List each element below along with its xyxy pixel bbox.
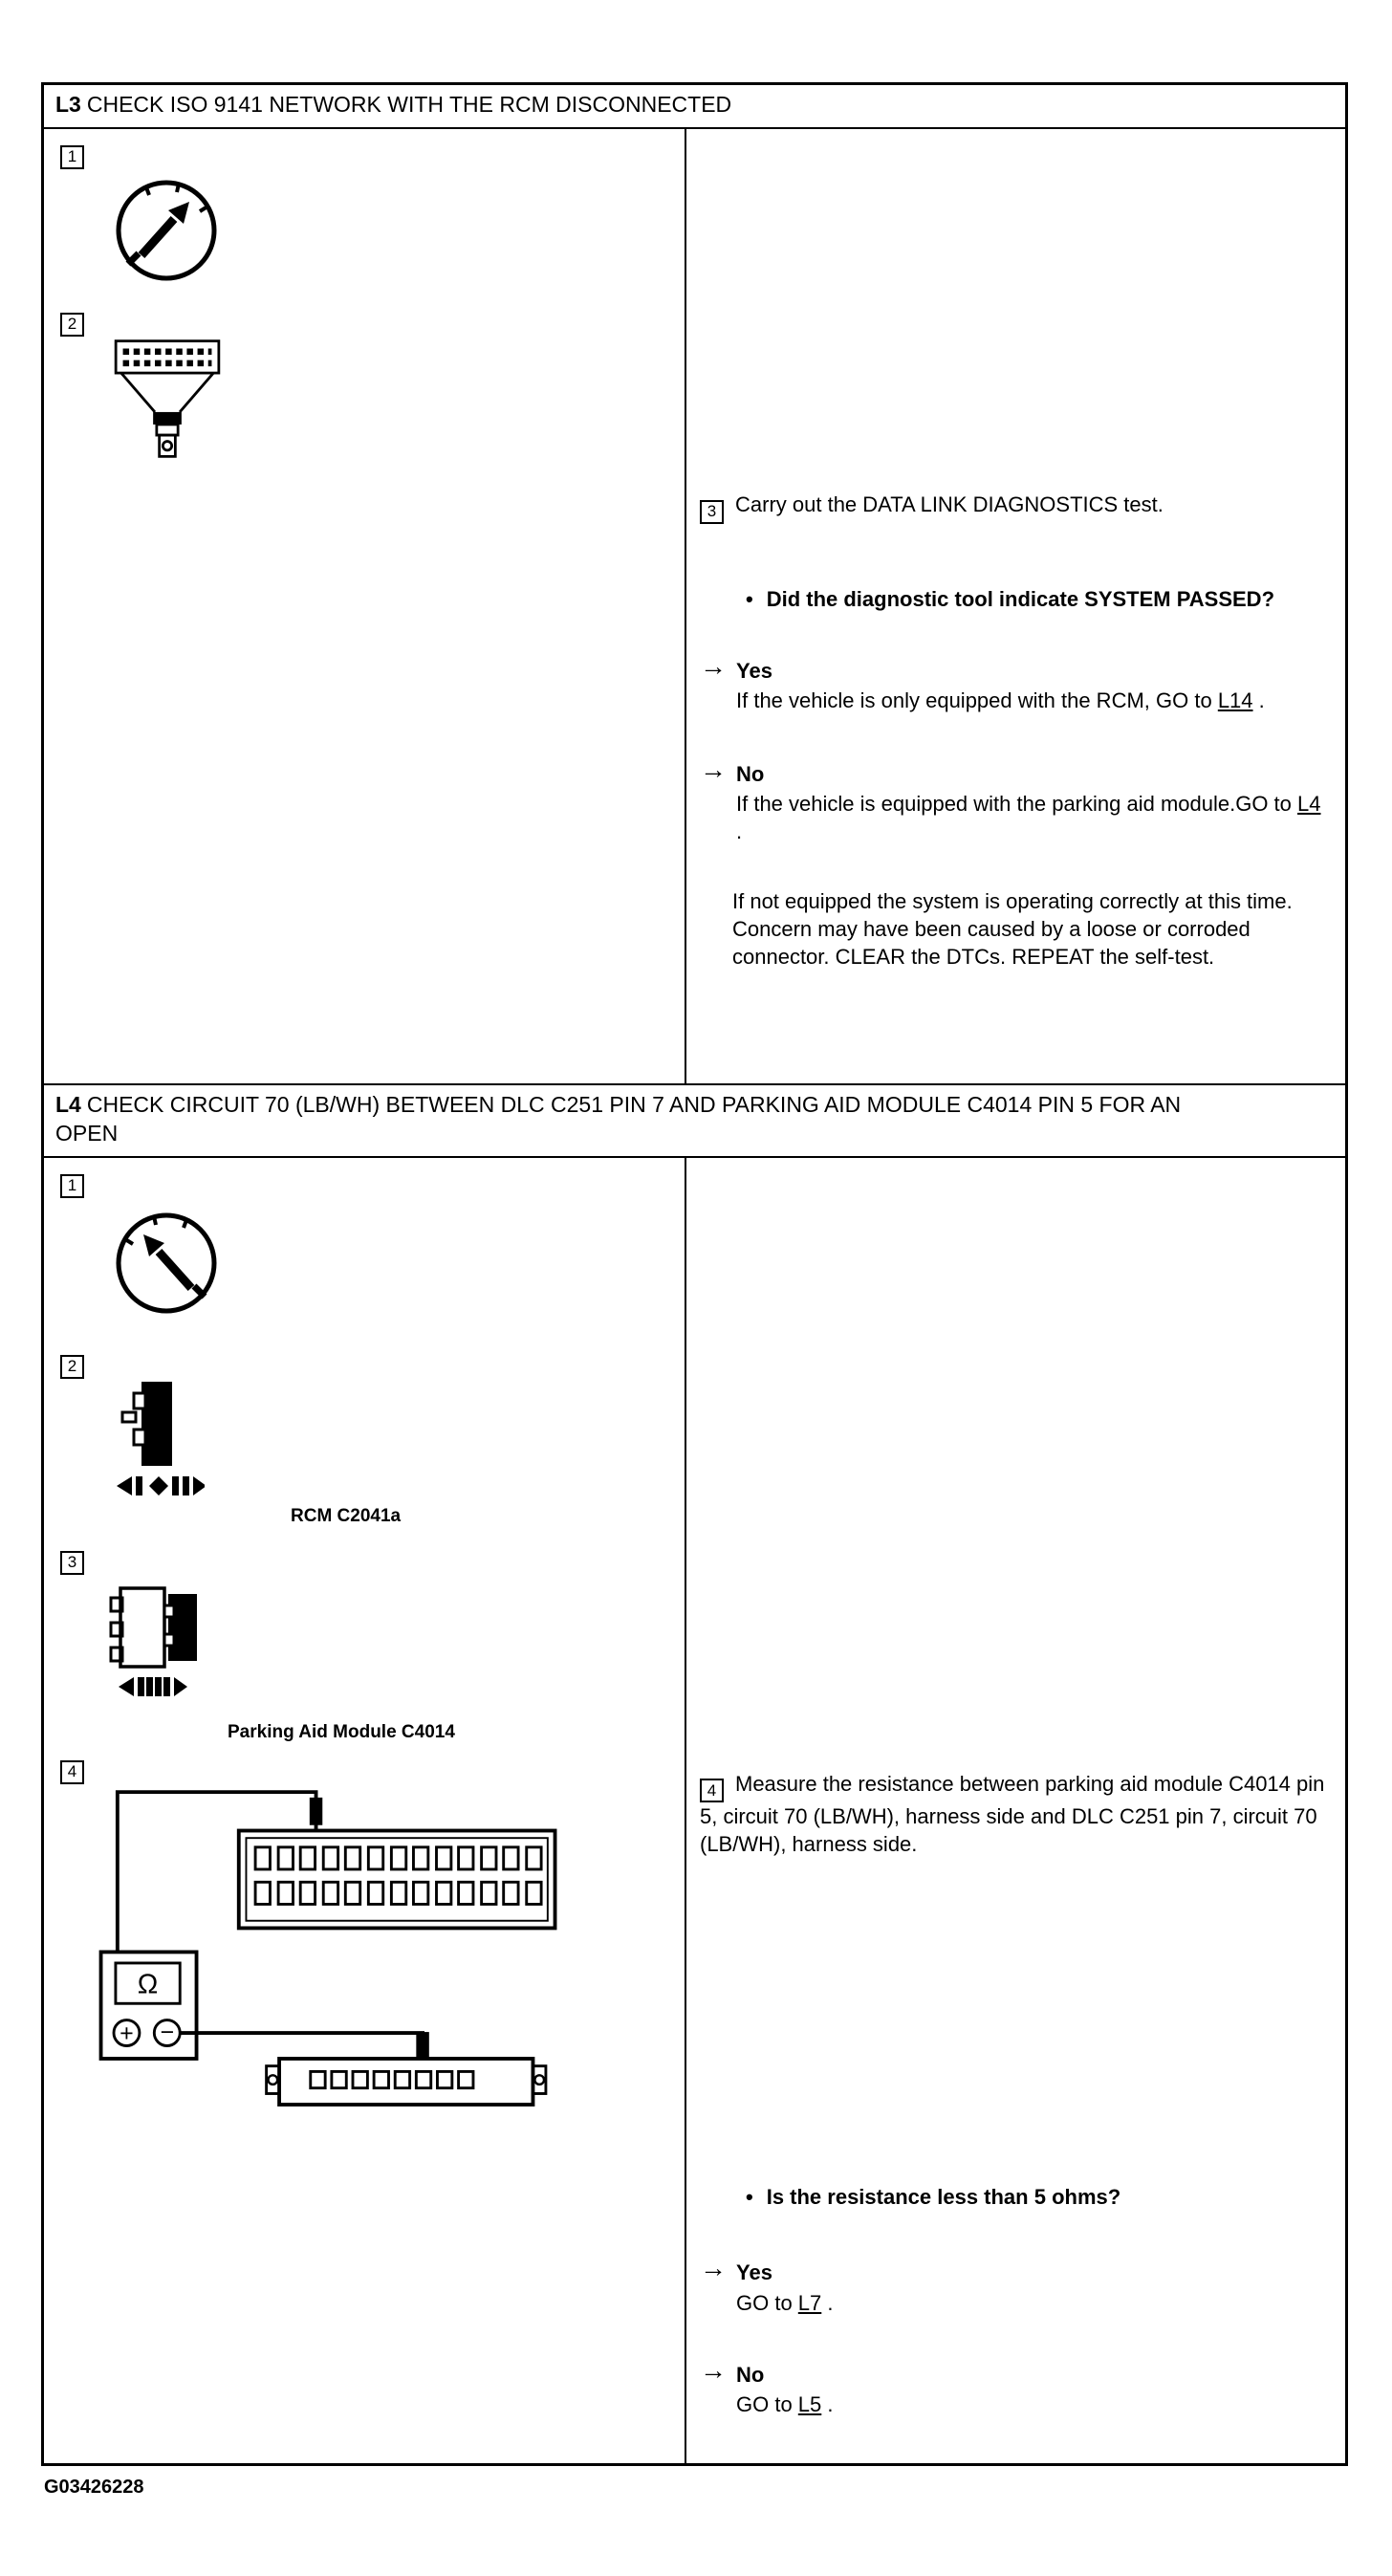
arrow-right-icon: →	[700, 650, 727, 681]
l3-yes-prefix: If the vehicle is only equipped with the RCM, GO to	[736, 688, 1218, 712]
l3-test-title: CHECK ISO 9141 NETWORK WITH THE RCM DISCONNECTED	[86, 92, 732, 117]
meter-minus-terminal: −	[160, 2019, 175, 2046]
l3-instructions-cell	[686, 129, 1345, 1083]
arrow-right-icon: →	[700, 2354, 727, 2385]
l4-section-body	[44, 1158, 1345, 2463]
l4-no-text	[736, 2390, 834, 2418]
l4-no-answer	[700, 2354, 1328, 2418]
l4-question	[746, 2183, 1328, 2211]
l3-yes-label: Yes	[736, 658, 772, 683]
l3-test-id: L3	[55, 92, 81, 117]
l3-yes-suffix: .	[1252, 688, 1265, 712]
l3-no-label: No	[736, 761, 765, 786]
parking-aid-module-connector-label: Parking Aid Module C4014	[228, 1721, 455, 1742]
l4-figures-cell	[44, 1158, 686, 2463]
dlc-connector-tool-icon	[105, 334, 229, 476]
l4-test-title: CHECK CIRCUIT 70 (LB/WH) BETWEEN DLC C251 PIN 7 AND PARKING AID MODULE C4014 PIN 5 FOR AN OPEN	[55, 1091, 1182, 1146]
l4-yes-answer	[700, 2253, 1328, 2316]
l3-section-header	[44, 85, 1345, 129]
l3-step-3	[700, 491, 1328, 524]
l3-figures-cell	[44, 129, 686, 1083]
l3-note-text: If not equipped the system is operating correctly at this time. Concern may have been caused by a loose or corroded connector. CLEAR the DTCs. REPEAT the self-test.	[732, 888, 1293, 969]
l4-step-4-box-right: 4	[700, 1779, 724, 1802]
l4-step-2-box: 2	[60, 1355, 84, 1379]
l3-question	[746, 585, 1328, 613]
l3-no-prefix: If the vehicle is equipped with the parking aid module.GO to	[736, 791, 1298, 816]
bullet-icon: •	[746, 586, 753, 611]
ignition-switch-run-icon	[109, 173, 224, 288]
ohmmeter-resistance-measurement-icon	[90, 1766, 568, 2134]
l4-yes-text	[736, 2289, 834, 2317]
l4-instructions-cell	[686, 1158, 1345, 2463]
l3-yes-link[interactable]: L14	[1217, 688, 1253, 712]
l4-step-4-box: 4	[60, 1760, 84, 1784]
rcm-connector-label: RCM C2041a	[291, 1505, 402, 1526]
l4-yes-label: Yes	[736, 2260, 772, 2285]
l3-step-3-box: 3	[700, 500, 724, 524]
l3-question-text: Did the diagnostic tool indicate SYSTEM PASSED?	[766, 586, 1275, 611]
l3-step-1-box: 1	[60, 145, 84, 169]
l4-step-4-text: Measure the resistance between parking aid module C4014 pin 5, circuit 70 (LB/WH), harness side and DLC C251 pin 7, circuit 70 (LB/WH), harness side.	[700, 1771, 1325, 1857]
pinpoint-test-table	[41, 82, 1348, 2466]
ohm-symbol: Ω	[137, 1969, 159, 2000]
l4-section-header	[44, 1085, 1345, 1158]
ignition-switch-off-icon	[109, 1206, 224, 1321]
l3-yes-text	[736, 687, 1265, 714]
parking-aid-module-connector-icon	[105, 1577, 229, 1711]
l4-no-prefix: GO to	[736, 2391, 798, 2416]
l4-yes-suffix: .	[821, 2290, 834, 2315]
l3-yes-answer	[700, 650, 1328, 714]
l4-no-label: No	[736, 2362, 765, 2387]
meter-plus-terminal: +	[120, 2019, 134, 2047]
l3-step-3-text: Carry out the DATA LINK DIAGNOSTICS test.	[735, 491, 1164, 516]
arrow-right-icon: →	[700, 753, 727, 784]
l4-no-link[interactable]: L5	[797, 2391, 822, 2416]
l4-yes-link[interactable]: L7	[797, 2290, 822, 2315]
l4-test-id: L4	[55, 1091, 81, 1117]
l3-no-text	[736, 790, 1328, 845]
l4-question-text: Is the resistance less than 5 ohms?	[766, 2185, 1121, 2210]
l4-step-4	[700, 1770, 1328, 1859]
l4-yes-prefix: GO to	[736, 2290, 798, 2315]
rcm-connector-icon	[99, 1376, 205, 1510]
figure-id: G03426228	[44, 2477, 144, 2498]
l3-no-link[interactable]: L4	[1297, 791, 1321, 816]
l3-no-suffix: .	[736, 819, 743, 843]
l3-section-body	[44, 129, 1345, 1085]
l4-step-3-box: 3	[60, 1551, 84, 1575]
l3-step-2-box: 2	[60, 313, 84, 337]
l3-no-answer	[700, 753, 1328, 845]
l4-step-1-box: 1	[60, 1174, 84, 1198]
l4-no-suffix: .	[821, 2391, 834, 2416]
arrow-right-icon: →	[700, 2253, 727, 2283]
bullet-icon: •	[746, 2185, 753, 2210]
